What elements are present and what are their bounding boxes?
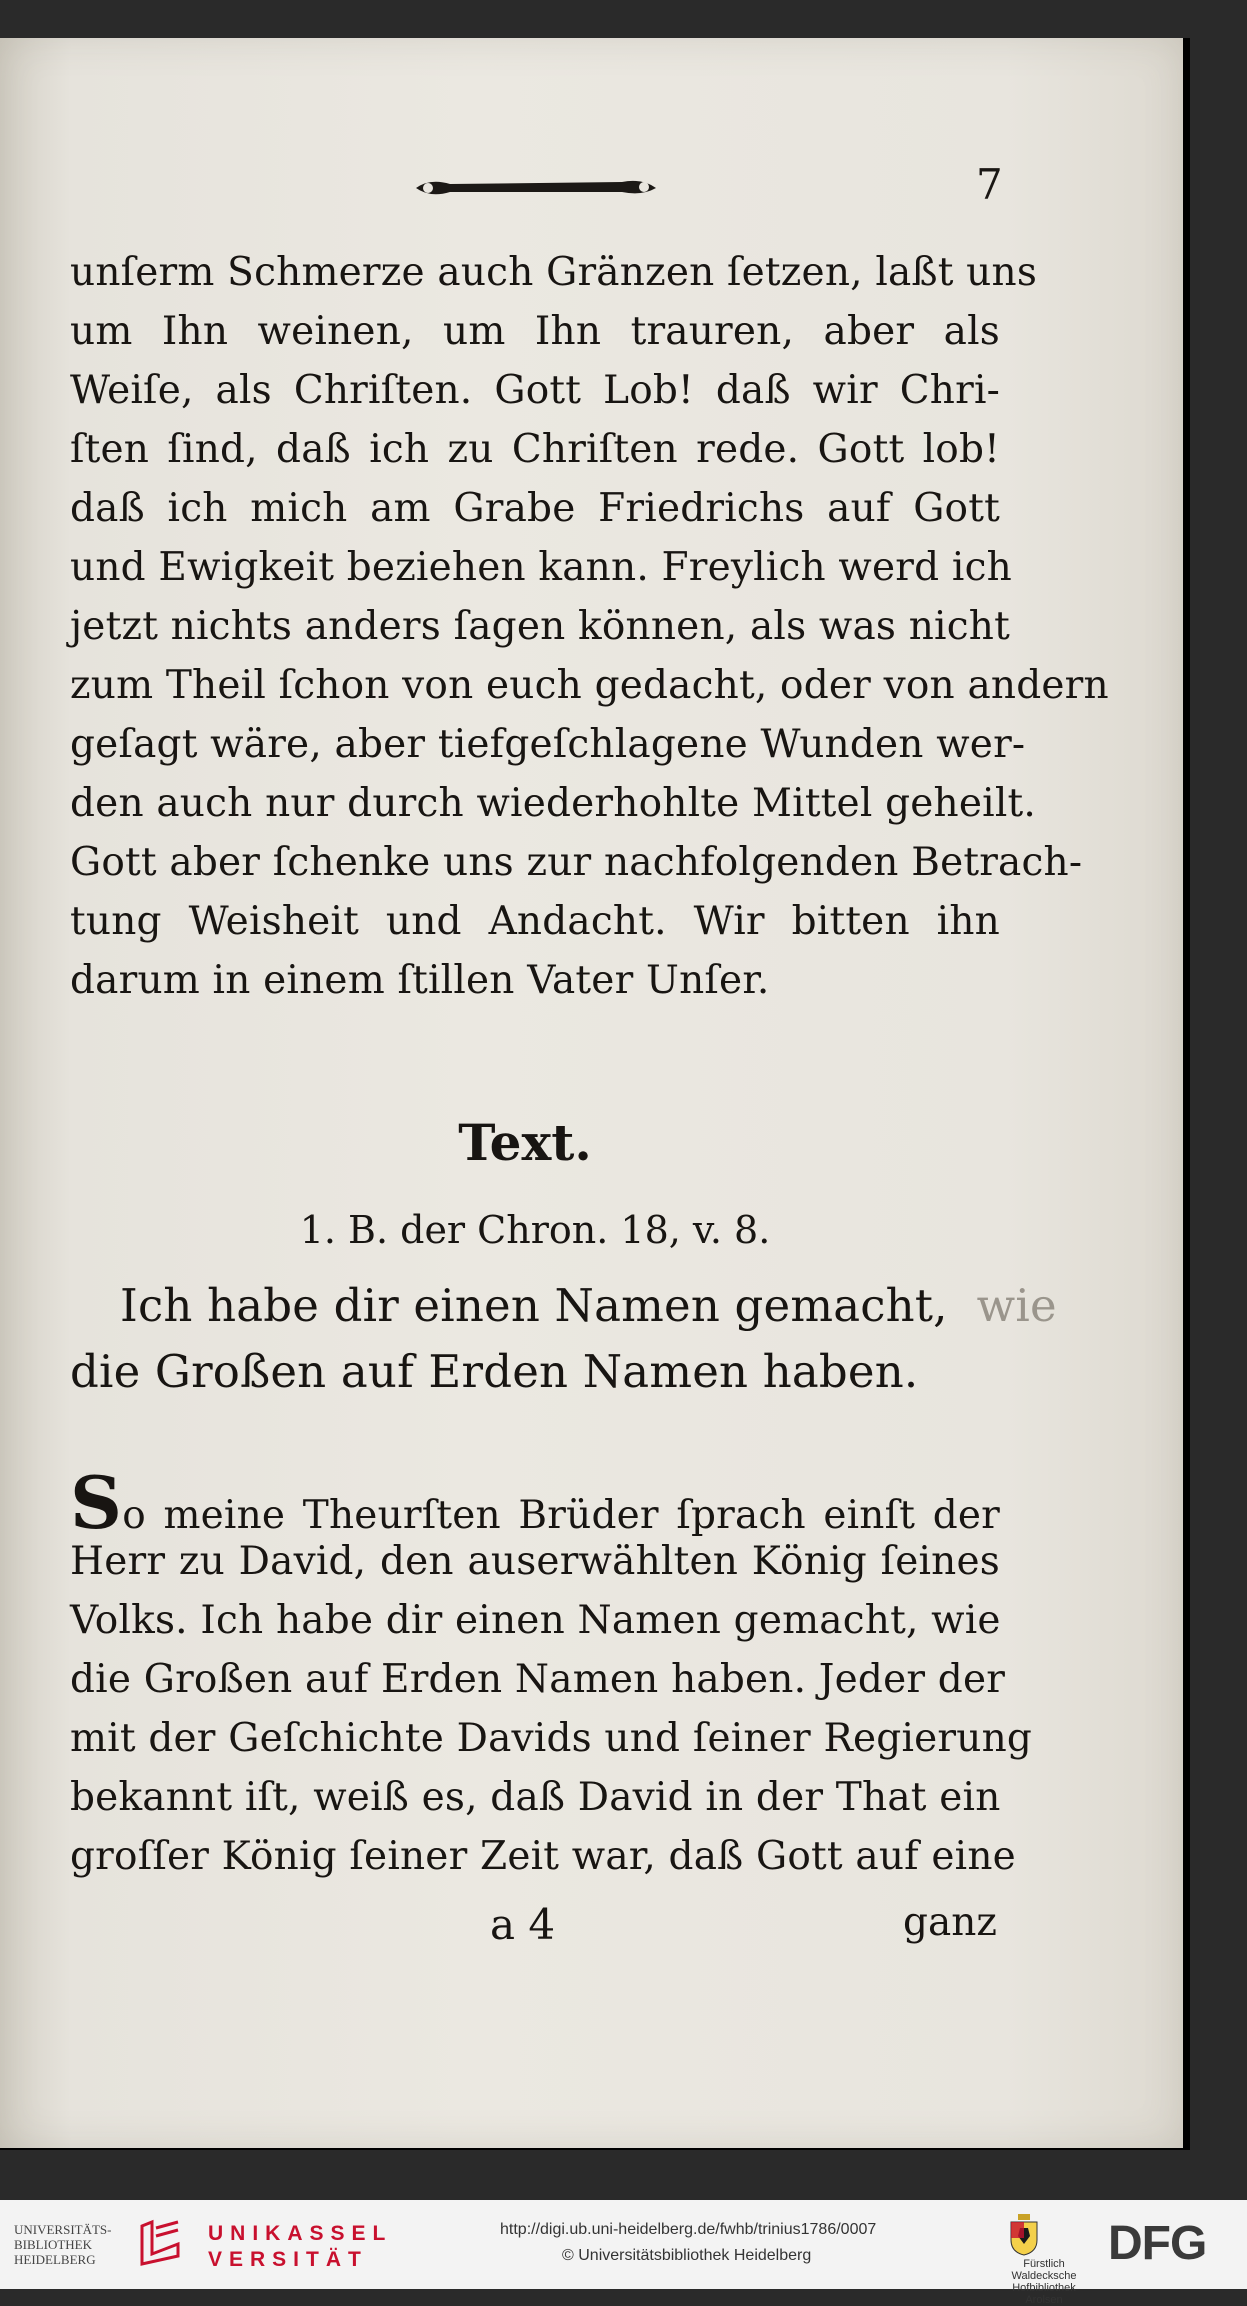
text-line: um Ihn weinen, um Ihn trauren, aber als	[70, 309, 1000, 354]
kassel-line: UNIKASSEL	[208, 2222, 393, 2245]
text-line: geſagt wäre, aber tiefgeſchlagene Wunden wer-	[70, 722, 1026, 767]
logo-line: BIBLIOTHEK	[14, 2237, 92, 2252]
text-line: Weiſe, als Chriſten. Gott Lob! daß wir Chri-	[70, 368, 1000, 413]
text-line: darum in einem ſtillen Vater Unſer.	[70, 958, 770, 1003]
quote-text: Ich habe dir einen Namen gemacht,	[120, 1279, 948, 1332]
line-text: o meine Theurſten Brüder ſprach einſt der	[122, 1493, 1000, 1538]
catchword: ganz	[903, 1900, 997, 1945]
quote-faded-word: wie	[976, 1279, 1057, 1332]
text-line: Volks. Ich habe dir einen Namen gemacht, wie	[70, 1598, 1001, 1643]
scripture-reference: 1. B. der Chron. 18, v. 8.	[299, 1208, 771, 1252]
ornament-rule-icon	[410, 168, 662, 208]
text-line: Gott aber ſchenke uns zur nachfolgenden Betrach-	[70, 840, 1083, 885]
text-line: ſten ſind, daß ich zu Chriſten rede. Gott lob!	[70, 427, 1000, 472]
text-line: groſſer König ſeiner Zeit war, daß Gott auf eine	[70, 1834, 1016, 1879]
text-line: unſerm Schmerze auch Gränzen ſetzen, laßt uns	[70, 250, 1038, 295]
text-line: mit der Geſchichte Davids und ſeiner Regierung	[70, 1716, 1033, 1761]
book-page	[0, 38, 1183, 2148]
drop-cap: S	[70, 1460, 123, 1545]
permalink-url[interactable]: http://digi.ub.uni-heidelberg.de/fwhb/trinius1786/0007	[500, 2221, 877, 2238]
uni-kassel-mark-icon	[138, 2218, 182, 2268]
page-number: 7	[976, 160, 1003, 209]
arolsen-logo[interactable]	[1000, 2258, 1088, 2306]
text-line: tung Weisheit und Andacht. Wir bitten ihn	[70, 899, 1000, 944]
scripture-quote	[70, 1273, 1057, 1405]
text-line: und Ewigkeit beziehen kann. Freylich werd ich	[70, 545, 1012, 590]
text-line: zum Theil ſchon von euch gedacht, oder von andern	[70, 663, 1109, 708]
logo-line: UNIVERSITÄTS-	[14, 2222, 112, 2237]
uni-kassel-logo[interactable]	[208, 2221, 392, 2273]
text-line: die Großen auf Erden Namen haben. Jeder der	[70, 1657, 1006, 1702]
arolsen-line: Fürstlich Waldecksche	[1011, 2258, 1077, 2282]
viewer-footer	[0, 2200, 1247, 2306]
signature-mark: a 4	[490, 1900, 556, 1949]
text-line: Herr zu David, den auserwählten König ſeines	[70, 1539, 1000, 1584]
copyright-notice: © Universitätsbibliothek Heidelberg	[562, 2247, 812, 2264]
logo-line: HEIDELBERG	[14, 2252, 96, 2267]
text-line: den auch nur durch wiederhohlte Mittel geheilt.	[70, 781, 1036, 826]
text-line: daß ich mich am Grabe Friedrichs auf Gott	[70, 486, 1000, 531]
text-line	[70, 1460, 1000, 1545]
quote-line	[70, 1273, 1057, 1339]
text-line: bekannt iſt, weiß es, daß David in der That ein	[70, 1775, 1001, 1820]
text-heading: Text.	[458, 1113, 592, 1172]
sermon-paragraph	[70, 1460, 1033, 1886]
text-line: jetzt nichts anders ſagen können, als was nicht	[70, 604, 1010, 649]
dfg-logo[interactable]: DFG	[1108, 2217, 1207, 2270]
ub-heidelberg-logo[interactable]	[14, 2222, 112, 2267]
arolsen-line: Hofbibliothek Arolsen	[1012, 2282, 1076, 2306]
kassel-line: VERSITÄT	[208, 2248, 368, 2271]
quote-line: die Großen auf Erden Namen haben.	[70, 1345, 919, 1398]
arolsen-crest-icon	[1008, 2212, 1040, 2256]
intro-paragraph	[70, 243, 1109, 1010]
